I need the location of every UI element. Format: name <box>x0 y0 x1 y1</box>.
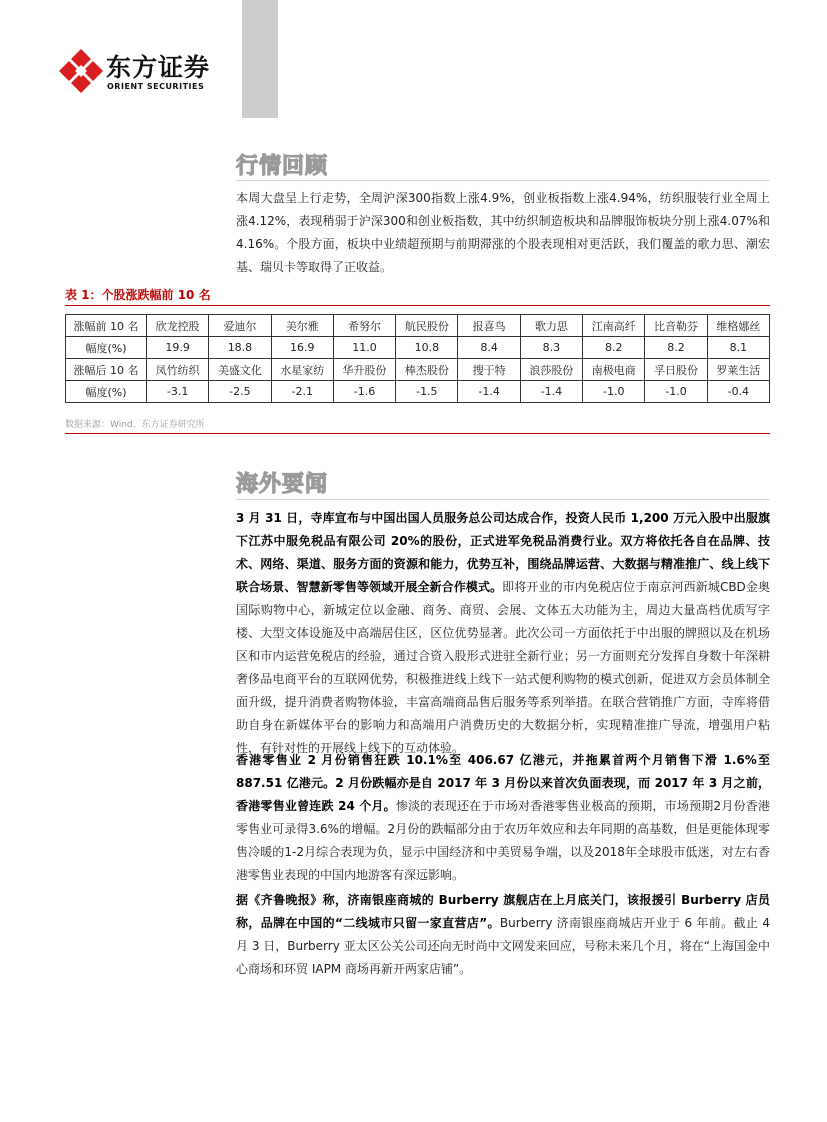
table-cell: 华升股份 <box>333 359 395 381</box>
table-row <box>66 315 770 337</box>
table-row <box>66 337 770 359</box>
table-cell: 16.9 <box>271 337 333 359</box>
stock-performance-table <box>65 314 770 403</box>
table-cell: 希努尔 <box>333 315 395 337</box>
section-separator <box>65 433 770 434</box>
news-body: Burberry 济南银座商城店开业于 6 年前。截止 4 月 3 日，Burberry 亚太区公关公司还向无时尚中文网发来回应，号称未来几个月，将在“上海国金中心商场和环贸 IAPM 商场再新开两家店铺”。 <box>236 916 771 976</box>
table-cell: 维格娜丝 <box>707 315 769 337</box>
news-headline: 香港零售业 2 月份销售狂跌 10.1%至 406.67 亿港元，并拖累首两个月销售下滑 1.6%至 887.51 亿港元。2 月份跌幅亦是自 2017 年 3 月份以来首次负面表现，而 2017 年 3 月之前，香港零售业曾连跌 24 个月。 <box>236 753 770 813</box>
table-row <box>66 381 770 403</box>
news-body: 即将开业的市内免税店位于南京河西新城CBD金奥国际购物中心，新城定位以金融、商务、商贸、会展、文体五大功能为主，周边大量高档优质写字楼、大型文体设施及中高端居住区，区位优势显著。此次公司一方面依托于中出服的牌照以及在机场区和市内运营免税店的经验，通过合资入股形式进驻全新行业；另一方面则充分发挥自身数十年深耕奢侈品电商平台的互联网优势，积极推进线上线下一站式便利购物的模式创新，促进双方会员体制全面升级，提升消费者购物体验，丰富高端商品售后服务等系列举措。在联合营销推广方面，寺库将借助自身在新媒体平台的影响力和高端用户消费历史的大数据分析，实现精准推广导流，增强用户粘性，有针对性的开展线上线下的互动体验。 <box>236 580 770 755</box>
table-cell: 凤竹纺织 <box>147 359 209 381</box>
table-cell: 航民股份 <box>396 315 458 337</box>
table-cell: -1.6 <box>333 381 395 403</box>
table-cell: 浪莎股份 <box>520 359 582 381</box>
table-cell: -1.5 <box>396 381 458 403</box>
table-cell: 幅度(%) <box>66 381 147 403</box>
table-caption: 表 1：个股涨跌幅前 10 名 <box>65 288 211 302</box>
table-cell: 美盛文化 <box>209 359 271 381</box>
news-headline: 3 月 31 日，寺库宣布与中国出国人员服务总公司达成合作，投资人民币 1,200 万元入股中出服旗下江苏中服免税品有限公司 20%的股份，正式进军免税品消费行业。双方将依托各自在品牌、技术、网络、渠道、服务方面的资源和能力，优势互补，围绕品牌运营、大数据与精准推广、线上线下联合场景、智慧新零售等领域开展全新合作模式。 <box>236 511 770 594</box>
table-cell: 涨幅前 10 名 <box>66 315 147 337</box>
table-cell: 歌力思 <box>520 315 582 337</box>
table-cell: 11.0 <box>333 337 395 359</box>
market-review-paragraph: 本周大盘呈上行走势，全周沪深300指数上涨4.9%，创业板指数上涨4.94%，纺织服装行业全周上涨4.12%，表现稍弱于沪深300和创业板指数，其中纺织制造板块和品牌服饰板块分别上涨4.07%和4.16%。个股方面，板块中业绩超预期与前期滞涨的个股表现相对更活跃，我们覆盖的歌力思、潮宏基、瑞贝卡等取得了正收益。 <box>236 191 770 274</box>
divider <box>236 499 770 500</box>
table-top-rule <box>65 305 770 306</box>
table-cell: 江南高纤 <box>583 315 645 337</box>
table-cell: -2.1 <box>271 381 333 403</box>
table-cell: 8.2 <box>645 337 707 359</box>
logo-english-name: ORIENT SECURITIES <box>107 82 205 91</box>
table-cell: 比音勒芬 <box>645 315 707 337</box>
table-cell: 棒杰股份 <box>396 359 458 381</box>
news-item-burberry <box>236 889 770 981</box>
table-cell: 18.8 <box>209 337 271 359</box>
table-cell: 罗莱生活 <box>707 359 769 381</box>
company-logo <box>58 46 238 96</box>
section-title-overseas-news: 海外要闻 <box>236 472 329 497</box>
header-decor-bar <box>242 0 278 118</box>
table-cell: 报喜鸟 <box>458 315 520 337</box>
table-cell: -1.0 <box>583 381 645 403</box>
table-cell: 欣龙控股 <box>147 315 209 337</box>
table-cell: 8.1 <box>707 337 769 359</box>
section-title-market-review: 行情回顾 <box>236 154 329 179</box>
news-item-hk-retail <box>236 749 770 887</box>
table-cell: 幅度(%) <box>66 337 147 359</box>
table-cell: -1.0 <box>645 381 707 403</box>
data-source-note: 数据来源：Wind、东方证券研究所 <box>65 420 205 430</box>
table-cell: 南极电商 <box>583 359 645 381</box>
table-cell: -2.5 <box>209 381 271 403</box>
table-cell: 10.8 <box>396 337 458 359</box>
table-cell: 水星家纺 <box>271 359 333 381</box>
table-row <box>66 359 770 381</box>
table-cell: -1.4 <box>520 381 582 403</box>
logo-chinese-name: 东方证券 <box>106 53 211 82</box>
orient-logo-icon <box>58 48 104 94</box>
table-cell: 涨幅后 10 名 <box>66 359 147 381</box>
news-headline: 据《齐鲁晚报》称，济南银座商城的 Burberry 旗舰店在上月底关门，该报援引 Burberry 店员称，品牌在中国的“二线城市只留一家直营店”。 <box>236 893 770 930</box>
news-item-secoo <box>236 507 770 760</box>
table-cell: 19.9 <box>147 337 209 359</box>
table-cell: 美尔雅 <box>271 315 333 337</box>
divider <box>236 180 770 181</box>
table-cell: -0.4 <box>707 381 769 403</box>
table-cell: 8.4 <box>458 337 520 359</box>
table-cell: 8.2 <box>583 337 645 359</box>
table-cell: -1.4 <box>458 381 520 403</box>
table-cell: 孚日股份 <box>645 359 707 381</box>
table-cell: 爱迪尔 <box>209 315 271 337</box>
table-cell: 8.3 <box>520 337 582 359</box>
news-body: 惨淡的表现还在于市场对香港零售业极高的预期，市场预期2月份香港零售业可录得3.6%的增幅。2月份的跌幅部分由于农历年效应和去年同期的高基数，但是更能体现零售冷暖的1-2月综合表现为负，显示中国经济和中美贸易争端，以及2018年全球股市低迷，对左右香港零售业表现的中国内地游客有深远影响。 <box>236 799 770 882</box>
table-cell: -3.1 <box>147 381 209 403</box>
table-cell: 搜于特 <box>458 359 520 381</box>
